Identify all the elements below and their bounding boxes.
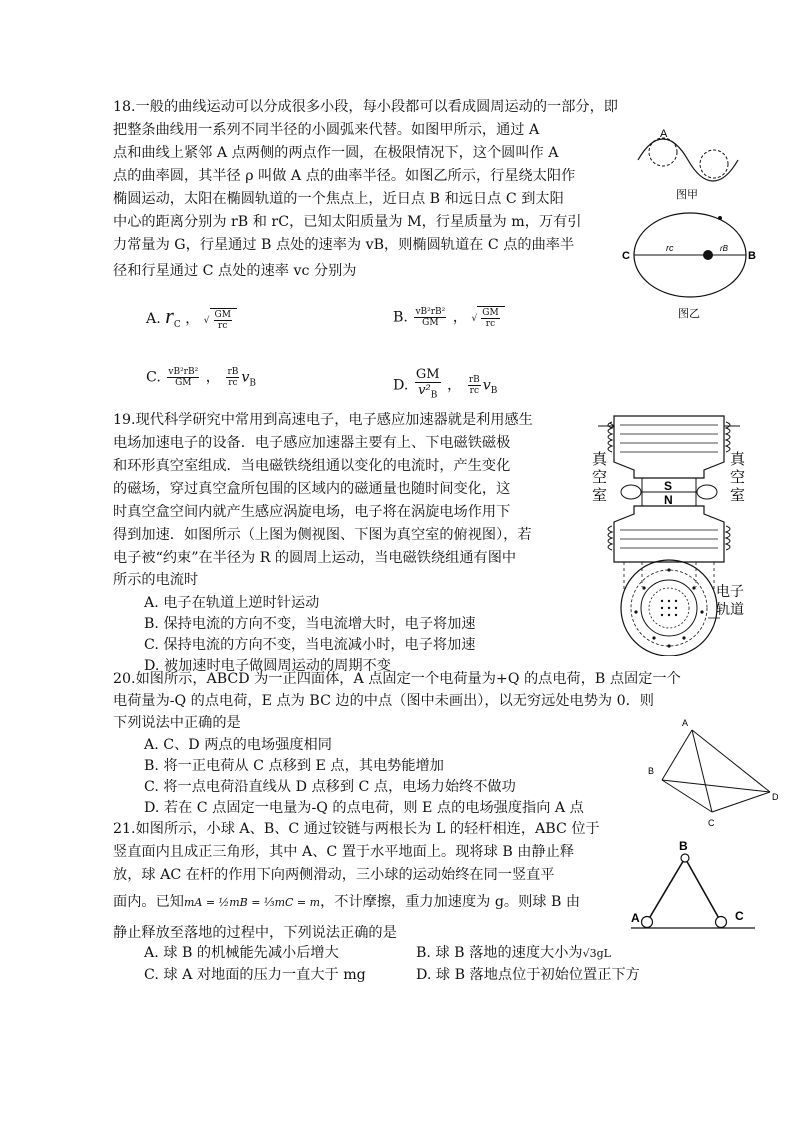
rod-ab xyxy=(647,858,685,922)
q21-option-b[interactable]: B. 球 B 落地的速度大小为√3gL xyxy=(416,945,611,961)
q19-line-2: 电场加速电子的设备．电子感应加速器主要有上、下电磁铁磁极 xyxy=(113,435,511,451)
q21-line-3: 放，球 AC 在杆的作用下向两侧滑动，三小球的运动始终在同一竖直平 xyxy=(113,867,555,883)
q21-line-1: 21.如图所示，小球 A、B、C 通过铰链与两根长为 L 的轻杆相连，ABC 位于 xyxy=(113,821,600,837)
sun xyxy=(703,250,713,260)
q19-line-3: 和环形真空室组成．当电磁铁绕组通以变化的电流时，产生变化 xyxy=(113,458,511,474)
vacuum-chamber-right xyxy=(697,485,717,499)
svg-text:B: B xyxy=(648,766,655,776)
q18-line-4: 点的曲率圆，其半径 ρ 叫做 A 点的曲率半径。如图乙所示，行星绕太阳作 xyxy=(113,168,576,184)
q21-line-2: 竖直面内且成正三角形，其中 A、C 置于水平地面上。现将球 B 由静止释 xyxy=(113,844,575,860)
q19-line-5: 时真空盒空间内就产生感应涡旋电场，电子将在涡旋电场作用下 xyxy=(113,504,511,520)
planet xyxy=(718,216,722,220)
q21-line-4: 面内。已知mA = ½mB = ⅓mC = m，不计摩擦，重力加速度为 g。则球 B 由 xyxy=(113,894,581,910)
svg-text:N: N xyxy=(664,493,673,507)
q18-line-2: 把整条曲线用一系列不同半径的小圆弧来代替。如图甲所示，通过 A xyxy=(113,122,540,138)
q19-line-7: 电子被“约束”在半径为 R 的圆周上运动，当电磁铁绕组通有图中 xyxy=(113,550,517,566)
figure-yi xyxy=(620,205,760,323)
figure-tetrahedron xyxy=(640,712,785,832)
ball-a xyxy=(642,917,653,928)
svg-text:空: 空 xyxy=(730,469,746,486)
sqrt-gm-rc-b: √ $\frac{GM}{rc}$ xyxy=(472,306,505,329)
q20-line-1: 20.如图所示，ABCD 为一正四面体，A 点固定一个电荷量为+Q 的点电荷，B 点固定一个 xyxy=(113,671,681,687)
figure-rods-balls xyxy=(625,838,765,938)
lower-magnet xyxy=(614,506,724,562)
q21-option-c[interactable]: C. 球 A 对地面的压力一直大于 mg xyxy=(144,967,366,983)
svg-text:B: B xyxy=(679,839,688,853)
fig1-label-a: A xyxy=(660,128,668,140)
upper-coil xyxy=(608,422,730,452)
svg-text:轨道: 轨道 xyxy=(716,601,744,617)
q18-line-7: 力常量为 G，行星通过 B 点处的速率为 vB，则椭圆轨道在 C 点的曲率半 xyxy=(113,237,575,253)
q20-option-b[interactable]: B. 将一正电荷从 C 点移到 E 点，其电势能增加 xyxy=(144,758,444,774)
svg-text:C: C xyxy=(622,250,630,262)
q19-option-d[interactable]: D. 被加速时电子做圆周运动的周期不变 xyxy=(144,658,391,674)
q18-line-6: 中心的距离分别为 rB 和 rC，已知太阳质量为 M，行星质量为 m，万有引 xyxy=(113,214,582,230)
edge-ab xyxy=(662,730,692,780)
q19-option-b[interactable]: B. 保持电流的方向不变，当电流增大时，电子将加速 xyxy=(144,616,476,632)
q18-line-1: 18.一般的曲线运动可以分成很多小段，每小段都可以看成圆周运动的一部分，即 xyxy=(113,99,618,115)
frac-vb2rb2-gm: $\frac{\text{vB²rB²}}{GM}$ xyxy=(415,307,446,328)
vacuum-chamber-left xyxy=(621,485,641,499)
svg-text:B: B xyxy=(748,250,756,262)
q19-line-1: 19.现代科学研究中常用到高速电子，电子感应加速器就是利用感生 xyxy=(113,412,533,428)
q21-option-d[interactable]: D. 球 B 落地点位于初始位置正下方 xyxy=(416,967,640,983)
q19-line-8: 所示的电流时 xyxy=(113,572,199,588)
q21-line-5: 静止释放至落地的过程中，下列说法正确的是 xyxy=(113,925,397,941)
edge-cd xyxy=(712,792,770,812)
svg-text:C: C xyxy=(735,909,744,923)
q18-option-c[interactable]: C. $\frac{\text{vB²rB²}}{GM}$ ， $\frac{rB}{rc}$ $v_B$ xyxy=(146,367,257,389)
q18-line-5: 椭圆运动，太阳在椭圆轨道的一个焦点上，近日点 B 和远日点 C 到太阳 xyxy=(113,191,564,207)
q19-line-4: 的磁场，穿过真空盒所包围的区域内的磁通量也随时间变化，这 xyxy=(113,481,511,497)
q20-line-3: 下列说法中正确的是 xyxy=(113,715,241,731)
edge-ac xyxy=(692,730,712,812)
figure-jia xyxy=(632,124,744,204)
ball-c xyxy=(716,917,727,928)
q18-line-3: 点和曲线上紧邻 A 点两侧的两点作一圆，在极限情况下，这个圆叫作 A xyxy=(113,145,559,161)
q20-option-a[interactable]: A. C、D 两点的电场强度相同 xyxy=(144,737,332,753)
edge-ad xyxy=(692,730,770,792)
q18-option-b[interactable]: B. $\frac{\text{vB²rB²}}{GM}$ ， √ $\frac{GM}{rc}$ xyxy=(393,306,505,329)
svg-text:rB: rB xyxy=(720,244,728,253)
svg-text:A: A xyxy=(631,911,640,925)
mass-relation: mA = ½mB = ⅓mC = m xyxy=(183,896,321,909)
svg-text:C: C xyxy=(708,818,715,828)
svg-text:电子: 电子 xyxy=(716,583,744,599)
q20-option-c[interactable]: C. 将一点电荷沿直线从 D 点移到 C 点，电场力始终不做功 xyxy=(144,779,516,795)
svg-text:rc: rc xyxy=(666,243,674,253)
q20-line-2: 电荷量为-Q 的点电荷，E 点为 BC 边的中点（图中未画出），以无穷远处电势为 0．则 xyxy=(113,693,654,709)
svg-text:室: 室 xyxy=(592,487,608,504)
figure-betatron xyxy=(584,412,754,656)
lower-coil xyxy=(608,526,730,550)
svg-text:空: 空 xyxy=(592,469,608,486)
rod-bc xyxy=(685,858,721,922)
q18-option-a[interactable]: A. $r_C$ ， √ $\frac{GM}{rc}$ xyxy=(146,306,237,335)
q19-option-a[interactable]: A. 电子在轨道上逆时针运动 xyxy=(144,595,320,611)
svg-text:D: D xyxy=(772,792,779,802)
fig1-caption: 图甲 xyxy=(676,189,698,201)
svg-text:图乙: 图乙 xyxy=(678,308,700,320)
q18-option-d[interactable]: D. $\frac{GM}{v^2_B}$ ， $\frac{rB}{rc}$ $v_B$ xyxy=(393,367,498,401)
q18-line-8: 径和行星通过 C 点处的速率 vc 分别为 xyxy=(113,263,357,279)
projection-lines xyxy=(624,562,714,592)
q21-option-a[interactable]: A. 球 B 的机械能先减小后增大 xyxy=(144,945,339,961)
curvature-circle-b xyxy=(700,150,728,178)
q19-option-c[interactable]: C. 保持电流的方向不变，当电流减小时，电子将加速 xyxy=(144,637,476,653)
ball-b xyxy=(681,854,689,862)
sqrt-gm-rc: √ $\frac{GM}{rc}$ xyxy=(204,308,237,331)
svg-text:真: 真 xyxy=(730,451,746,468)
q19-line-6: 得到加速．如图所示（上图为侧视图、下图为真空室的俯视图），若 xyxy=(113,527,532,543)
svg-text:真: 真 xyxy=(592,451,608,468)
svg-text:S: S xyxy=(664,479,673,493)
svg-text:A: A xyxy=(682,718,689,728)
q20-option-d[interactable]: D. 若在 C 点固定一电量为-Q 的点电荷，则 E 点的电场强度指向 A 点 xyxy=(144,800,584,816)
svg-text:室: 室 xyxy=(730,487,746,504)
option-a-rc: r xyxy=(165,303,174,328)
